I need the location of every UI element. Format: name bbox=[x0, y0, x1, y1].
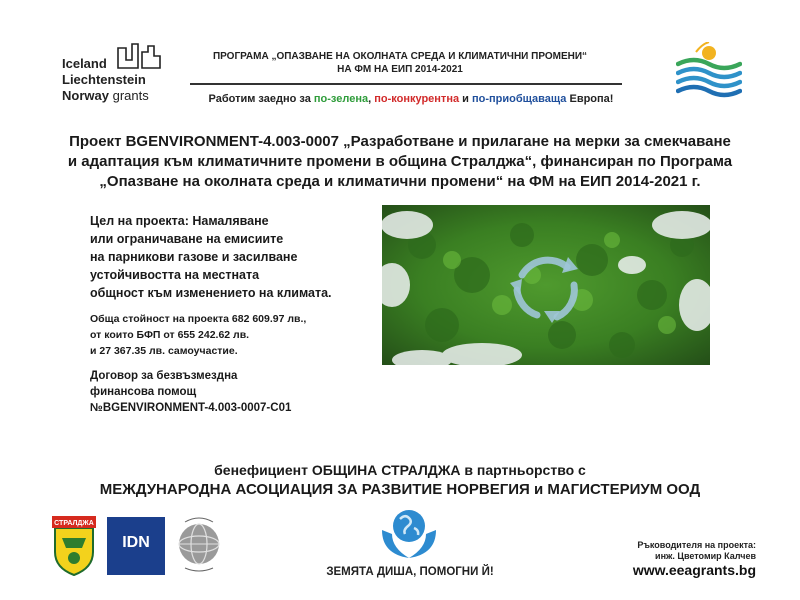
grant-contract bbox=[90, 368, 370, 416]
grants-mark-icon bbox=[116, 42, 162, 70]
partners-line bbox=[30, 481, 770, 498]
partner-norway: МЕЖДУНАРОДНА АСОЦИАЦИЯ ЗА РАЗВИТИЕ НОРВЕГИЯ bbox=[99, 481, 530, 498]
cost-line: и 27 367.35 лв. самоучастие. bbox=[90, 345, 238, 357]
magisterium-globe-icon bbox=[175, 514, 223, 576]
tagline-inclusive: по-приобщаваща bbox=[471, 93, 567, 105]
project-cost bbox=[90, 311, 370, 359]
beneficiary-name: ОБЩИНА СТРАЛДЖА bbox=[311, 462, 461, 478]
goal-line: на парникови газове и засилване bbox=[90, 250, 298, 264]
leader-name: инж. Цветомир Калчев bbox=[655, 551, 756, 561]
program-title-line2: НА ФМ НА ЕИП 2014-2021 bbox=[337, 64, 463, 75]
project-title-line2: и адаптация към климатичните промени в община Стралджа“, финансиран по Програма bbox=[67, 153, 733, 170]
partner-magisterium: МАГИСТЕРИУМ ООД bbox=[547, 481, 701, 498]
partners-and: и bbox=[529, 481, 548, 498]
cost-line: Обща стойност на проекта 682 609.97 лв., bbox=[90, 313, 307, 325]
contract-line: Договор за безвъзмездна bbox=[90, 370, 238, 382]
contract-line: №BGENVIRONMENT-4.003-0007-C01 bbox=[90, 402, 292, 414]
tagline-comma: , bbox=[368, 93, 375, 105]
logo-grants: grants bbox=[112, 88, 149, 103]
earth-slogan: ЗЕМЯТА ДИША, ПОМОГНИ Й! bbox=[326, 566, 494, 578]
program-title bbox=[180, 50, 620, 76]
tagline-and: и bbox=[459, 93, 472, 105]
tagline-competitive: по-конкурентна bbox=[374, 93, 460, 105]
beneficiary-line bbox=[100, 462, 700, 478]
goal-line: общност към изменението на климата. bbox=[90, 286, 332, 300]
program-title-line1: ПРОГРАМА „ОПАЗВАНЕ НА ОКОЛНАТА СРЕДА И КЛИМАТИЧНИ ПРОМЕНИ“ bbox=[212, 51, 588, 62]
logo-line-iceland: Iceland bbox=[62, 56, 107, 71]
project-title-line1: Проект BGENVIRONMENT-4.003-0007 „Разработване и прилагане на мерки за смекчаване bbox=[69, 133, 731, 150]
tagline-greener: по-зелена bbox=[313, 93, 369, 105]
leader-label: Ръководителя на проекта: bbox=[637, 540, 756, 550]
straldzha-coat-of-arms-icon bbox=[52, 516, 96, 576]
project-title-line3: „Опазване на околната среда и климатични промени“ на ФМ на ЕИП 2014-2021 г. bbox=[99, 173, 701, 190]
environment-program-logo-icon bbox=[676, 42, 742, 102]
tagline bbox=[180, 93, 642, 105]
contract-line: финансова помощ bbox=[90, 386, 197, 398]
goal-line: устойчивостта на местната bbox=[90, 268, 260, 282]
tagline-end: Европа! bbox=[566, 93, 614, 105]
project-title bbox=[30, 132, 770, 192]
beneficiary-suffix: в партньорство с bbox=[460, 462, 586, 478]
header-divider bbox=[190, 83, 622, 85]
idn-text: IDN bbox=[122, 534, 150, 551]
earth-in-hands-icon bbox=[378, 504, 440, 562]
idn-logo bbox=[107, 517, 165, 575]
forest-recycle-image bbox=[382, 205, 710, 365]
goal-line: или ограничаване на емисиите bbox=[90, 232, 284, 246]
tagline-part1: Работим заедно за bbox=[208, 93, 314, 105]
goal-line: Цел на проекта: Намаляване bbox=[90, 214, 269, 228]
project-goal bbox=[90, 212, 370, 302]
beneficiary-prefix: бенефициент bbox=[214, 462, 312, 478]
logo-line-norway bbox=[62, 88, 149, 104]
project-leader bbox=[560, 540, 756, 562]
logo-line-liechtenstein: Liechtenstein bbox=[62, 72, 146, 87]
stra-logo-text: СТРАЛДЖА bbox=[54, 520, 94, 527]
cost-line: от които БФП от 655 242.62 лв. bbox=[90, 329, 250, 341]
iceland-liechtenstein-norway-grants-logo bbox=[62, 42, 162, 102]
website-link[interactable]: www.eeagrants.bg bbox=[632, 562, 756, 578]
logo-norway: Norway bbox=[62, 88, 109, 103]
